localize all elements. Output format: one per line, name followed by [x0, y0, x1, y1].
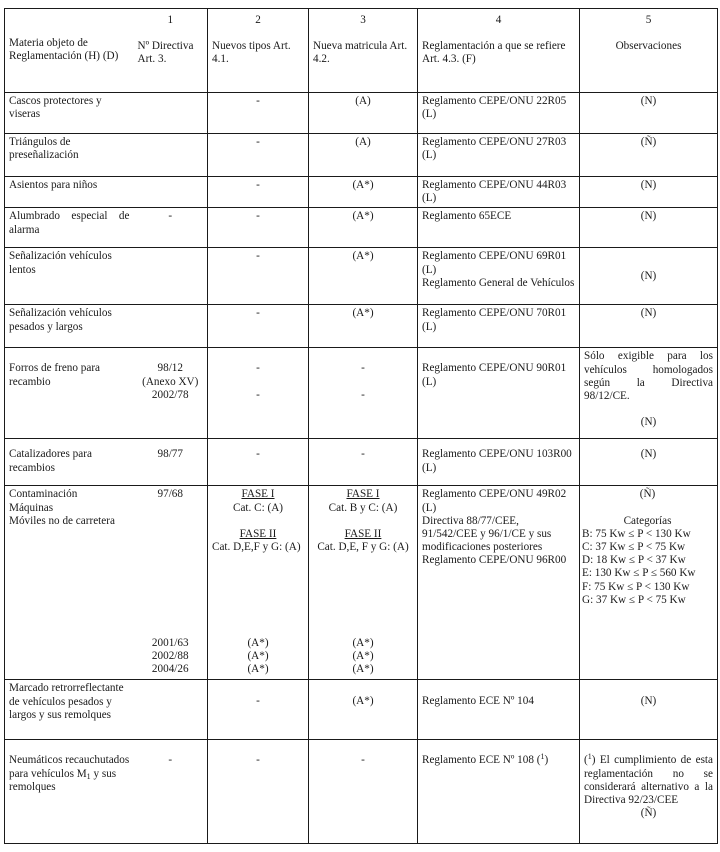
- obs-value: (Ñ): [640, 807, 657, 820]
- fase-title: FASE II: [239, 527, 277, 540]
- nuevos-text: -: [256, 695, 260, 708]
- nuevos-text: -: [256, 448, 260, 461]
- table-row: [5, 93, 718, 134]
- cell-materia: [5, 348, 134, 439]
- categoria-line: D: 18 Kw ≤ P < 37 Kw: [582, 554, 686, 567]
- reglamento-text: Reglamento CEPE/ONU 90R01 (L): [422, 362, 567, 388]
- fase-value: Cat. D,E,F y G: (A): [212, 541, 301, 554]
- directiva-line: 98/12: [157, 362, 183, 375]
- cell-nuevos: [208, 740, 309, 844]
- header-observaciones: [580, 9, 718, 93]
- obs-value: (N): [640, 448, 657, 461]
- cell-reglamento: Reglamento CEPE/ONU 27R03 (L): [418, 134, 580, 177]
- reglamento-line: Reglamento CEPE/ONU 96R00: [422, 554, 567, 567]
- table-row: [5, 177, 718, 208]
- table-row: [5, 208, 718, 248]
- column-number-5: 5: [645, 14, 652, 26]
- reglamento-text: Reglamento ECE Nº 108 (: [422, 754, 541, 767]
- cell-observaciones: [580, 680, 718, 740]
- cell-matricula: [309, 740, 418, 844]
- cell-nuevos: -: [208, 305, 309, 348]
- cell-matricula: (A*): [309, 177, 418, 208]
- cell-observaciones: [580, 486, 718, 680]
- matricula-line: -: [361, 362, 365, 375]
- table-row: [5, 680, 718, 740]
- directiva-text: 97/68: [157, 488, 183, 501]
- cell-directiva: [134, 439, 208, 486]
- nuevos-line: -: [256, 362, 260, 375]
- header-directiva: [134, 9, 208, 93]
- header-matricula-label: Nueva matricula Art. 4.2.: [313, 40, 408, 66]
- header-materia-label: Materia objeto de Reglamentación (H) (D): [9, 37, 119, 63]
- cell-nuevos: -: [208, 177, 309, 208]
- reglamento-text: Reglamento CEPE/ONU 103R00 (L): [422, 448, 572, 474]
- cell-observaciones: (N): [580, 305, 718, 348]
- cell-matricula: [309, 348, 418, 439]
- materia-text: Neumáticos recauchutados para vehículos M: [9, 754, 130, 780]
- cell-nuevos: [208, 439, 309, 486]
- table-row: [5, 248, 718, 305]
- cell-reglamento: [418, 680, 580, 740]
- categoria-line: C: 37 Kw ≤ P < 75 Kw: [582, 541, 686, 554]
- table-row: [5, 348, 718, 439]
- nuevos-text: -: [256, 754, 260, 767]
- categoria-line: G: 37 Kw ≤ P < 75 Kw: [582, 593, 686, 606]
- cell-directiva: [134, 486, 208, 680]
- nuevos-line: (A*): [247, 650, 269, 662]
- table-row: [5, 134, 718, 177]
- header-reglamentacion: [418, 9, 580, 93]
- cell-nuevos: -: [208, 93, 309, 134]
- footnote-marker: 1: [587, 752, 592, 762]
- cell-directiva: [134, 740, 208, 844]
- cell-observaciones: (N): [580, 177, 718, 208]
- cell-nuevos: -: [208, 134, 309, 177]
- directiva-line: 2002/78: [151, 388, 189, 401]
- cell-matricula: (A*): [309, 305, 418, 348]
- column-number-2: 2: [255, 14, 261, 26]
- cell-directiva: [134, 93, 208, 134]
- cell-observaciones: [580, 248, 718, 305]
- cell-reglamento: Reglamento CEPE/ONU 22R05 (L): [418, 93, 580, 134]
- directiva-line: 2004/26: [151, 663, 189, 676]
- cell-observaciones: (N): [580, 208, 718, 248]
- categoria-line: B: 75 Kw ≤ P < 130 Kw: [582, 527, 691, 540]
- fase-value: Cat. D,E, F y G: (A): [317, 541, 409, 554]
- reglamento-line: Reglamento General de Vehículos: [422, 276, 575, 289]
- obs-value: (N): [640, 695, 657, 708]
- materia-line: Máquinas: [9, 501, 54, 514]
- cell-directiva: -: [134, 208, 208, 248]
- cell-materia: Marcado retrorreflectante de vehículos pesados y largos y sus remolques: [5, 680, 134, 740]
- cell-matricula: (A*): [309, 248, 418, 305]
- cell-observaciones: (Ñ): [580, 134, 718, 177]
- header-materia: [5, 9, 134, 93]
- header-observaciones-label: Observaciones: [615, 40, 682, 53]
- cell-observaciones: [580, 348, 718, 439]
- regulation-table: [4, 8, 718, 844]
- table-row: [5, 439, 718, 486]
- cell-matricula: [309, 486, 418, 680]
- cell-reglamento: [418, 486, 580, 680]
- fase-value: Cat. B y C: (A): [328, 501, 398, 514]
- materia-text-end: y sus remolques: [9, 767, 117, 793]
- obs-value: (Ñ): [639, 488, 656, 501]
- cell-reglamento: [418, 248, 580, 305]
- materia-line: Contaminación: [9, 488, 78, 501]
- header-nuevos-label: Nuevos tipos Art. 4.1.: [212, 40, 291, 66]
- materia-text: Catalizadores para recambios: [9, 448, 92, 474]
- categorias-title: Categorías: [623, 514, 672, 527]
- fase-value: Cat. C: (A): [232, 501, 284, 514]
- column-number-4: 4: [495, 14, 502, 26]
- matricula-line: (A*): [352, 650, 374, 662]
- obs-note: ($^1$) El cumplimiento de esta reglamentación no se considerará alternativo a la Directiva 92/23/CEE: [584, 752, 713, 807]
- cell-materia: Alumbrado especial de alarma: [5, 208, 134, 248]
- obs-value: (N): [640, 416, 657, 429]
- cell-reglamento: [418, 348, 580, 439]
- matricula-text: (A*): [352, 695, 374, 708]
- materia-line: Móviles no de carretera: [9, 514, 115, 527]
- fase-title: FASE II: [344, 527, 382, 540]
- categoria-line: E: 130 Kw ≤ P ≤ 560 Kw: [582, 567, 696, 580]
- nuevos-line: (A*): [247, 636, 269, 649]
- cell-observaciones: (N): [580, 93, 718, 134]
- obs-note: Sólo exigible para los vehículos homologados según la Directiva 98/12/CE.: [584, 350, 713, 403]
- table-row: [5, 486, 718, 680]
- cell-materia: Asientos para niños: [5, 177, 134, 208]
- cell-nuevos: [208, 486, 309, 680]
- directiva-text: -: [168, 754, 173, 767]
- cell-matricula: (A*): [309, 208, 418, 248]
- column-number-3: 3: [360, 14, 366, 26]
- cell-directiva: [134, 680, 208, 740]
- cell-directiva: [134, 305, 208, 348]
- cell-matricula: [309, 439, 418, 486]
- categoria-line: F: 75 Kw ≤ P < 130 Kw: [582, 580, 690, 593]
- reglamento-text: Reglamento ECE Nº 104: [422, 695, 534, 708]
- matricula-line: (A*): [352, 636, 374, 649]
- cell-reglamento: Reglamento CEPE/ONU 70R01 (L): [418, 305, 580, 348]
- nuevos-line: -: [256, 388, 260, 401]
- reglamento-line: Reglamento CEPE/ONU 49R02 (L): [422, 488, 567, 514]
- fase-title: FASE I: [241, 488, 275, 501]
- materia-subscript: 1: [86, 771, 91, 781]
- cell-nuevos: -: [208, 248, 309, 305]
- cell-reglamento: Reglamento 65ECE: [418, 208, 580, 248]
- nuevos-line: (A*): [247, 663, 269, 676]
- header-reglamentacion-label: Reglamentación a que se refiere Art. 4.3. (F): [422, 40, 566, 66]
- header-matricula: [309, 9, 418, 93]
- materia-text: Forros de freno para recambio: [9, 362, 101, 388]
- matricula-line: (A*): [352, 663, 374, 676]
- cell-materia: Señalización vehículos pesados y largos: [5, 305, 134, 348]
- matricula-text: -: [361, 448, 365, 461]
- matricula-text: -: [361, 754, 365, 767]
- header-row: [5, 9, 718, 93]
- cell-materia: Triángulos de preseñalización: [5, 134, 134, 177]
- cell-materia: Señalización vehículos lentos: [5, 248, 134, 305]
- cell-materia: Cascos protectores y viseras: [5, 93, 134, 134]
- reglamento-line: Directiva 88/77/CEE, 91/542/CEE y 96/1/CE y sus modificaciones posteriores: [422, 514, 552, 554]
- directiva-line: (Anexo XV): [142, 375, 199, 388]
- reglamento-line: Reglamento CEPE/ONU 69R01 (L): [422, 250, 567, 276]
- obs-value: (N): [640, 269, 657, 282]
- cell-observaciones: [580, 439, 718, 486]
- cell-materia: [5, 740, 134, 844]
- cell-directiva: [134, 177, 208, 208]
- header-directiva-label: Nº Directiva Art. 3.: [137, 40, 194, 66]
- table-row: [5, 740, 718, 844]
- cell-reglamento: Reglamento CEPE/ONU 44R03 (L): [418, 177, 580, 208]
- header-nuevos: [208, 9, 309, 93]
- matricula-line: -: [361, 388, 365, 401]
- cell-reglamento: [418, 439, 580, 486]
- cell-nuevos: -: [208, 208, 309, 248]
- cell-directiva: [134, 248, 208, 305]
- directiva-line: 2002/88: [151, 650, 189, 662]
- cell-observaciones: [580, 740, 718, 844]
- cell-nuevos: [208, 348, 309, 439]
- cell-matricula: [309, 680, 418, 740]
- table-row: [5, 305, 718, 348]
- cell-matricula: (A): [309, 134, 418, 177]
- cell-nuevos: [208, 680, 309, 740]
- cell-matricula: (A): [309, 93, 418, 134]
- column-number-1: 1: [167, 14, 174, 26]
- cell-materia: [5, 486, 134, 680]
- cell-reglamento: [418, 740, 580, 844]
- cell-directiva: [134, 134, 208, 177]
- cell-materia: [5, 439, 134, 486]
- directiva-line: 2001/63: [151, 636, 189, 649]
- fase-title: FASE I: [346, 488, 380, 501]
- directiva-text: 98/77: [157, 448, 183, 461]
- cell-directiva: [134, 348, 208, 439]
- obs-note-text: ) El cumplimiento de esta reglamentación no se considerará alternativo a la Directiva 92/23/CEE: [584, 754, 713, 807]
- footnote-marker: 1: [540, 752, 545, 762]
- reglamento-text-end: ): [544, 754, 549, 767]
